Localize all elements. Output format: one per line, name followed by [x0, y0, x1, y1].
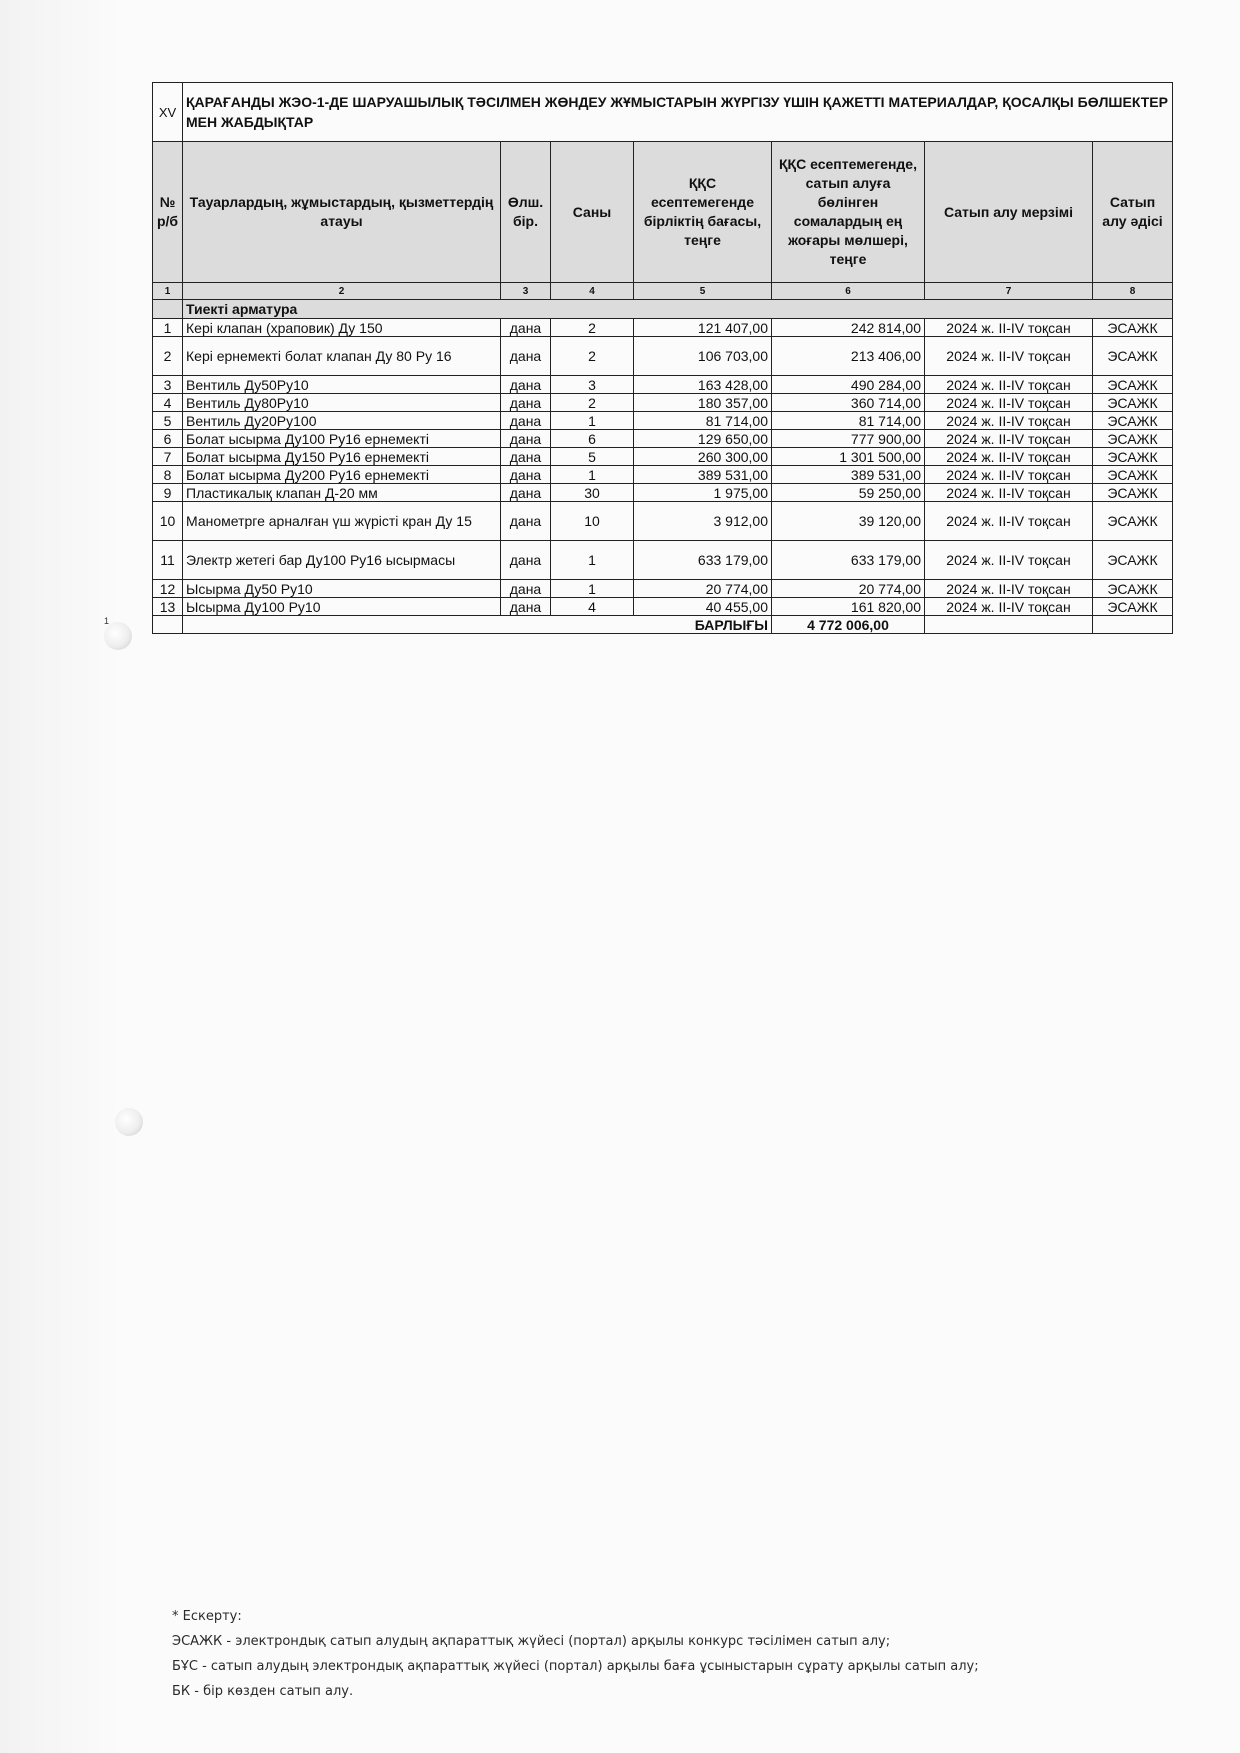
- item-name: Кері клапан (храповик) Ду 150: [183, 319, 501, 337]
- row-number: 11: [153, 541, 183, 580]
- header-amount: ҚҚС есептемегенде, сатып алуға бөлінген сомалардың ең жоғары мөлшері, теңге: [772, 142, 925, 283]
- item-unit: дана: [501, 394, 551, 412]
- item-name: Манометрге арналған үш жүрісті кран Ду 15: [183, 502, 501, 541]
- row-number: 2: [153, 337, 183, 376]
- table-row: [153, 541, 1173, 580]
- item-unit-price: 40 455,00: [634, 598, 772, 616]
- table-row: [153, 430, 1173, 448]
- punch-hole-label: 1: [104, 616, 110, 626]
- item-unit: дана: [501, 448, 551, 466]
- item-method: ЭСАЖК: [1093, 541, 1173, 580]
- item-period: 2024 ж. II-IV тоқсан: [925, 394, 1093, 412]
- table-row: [153, 466, 1173, 484]
- item-period: 2024 ж. II-IV тоқсан: [925, 376, 1093, 394]
- item-period: 2024 ж. II-IV тоқсан: [925, 319, 1093, 337]
- section-number: XV: [153, 83, 183, 142]
- item-amount: 633 179,00: [772, 541, 925, 580]
- item-amount: 20 774,00: [772, 580, 925, 598]
- item-unit-price: 1 975,00: [634, 484, 772, 502]
- column-number: 7: [925, 283, 1093, 300]
- item-unit: дана: [501, 376, 551, 394]
- item-qty: 5: [551, 448, 634, 466]
- total-empty-period: [925, 616, 1093, 634]
- table-row: [153, 484, 1173, 502]
- item-period: 2024 ж. II-IV тоқсан: [925, 430, 1093, 448]
- item-name: Болат ысырма Ду150 Ру16 ернемекті: [183, 448, 501, 466]
- table-row: [153, 337, 1173, 376]
- footnote-line: БҰС - сатып алудың электрондық ақпараттық жүйесі (портал) арқылы баға ұсыныстарын сұрату арқылы сатып алу;: [172, 1659, 979, 1674]
- group-title: Тиекті арматура: [183, 300, 1173, 319]
- item-period: 2024 ж. II-IV тоқсан: [925, 541, 1093, 580]
- item-name: Ысырма Ду50 Ру10: [183, 580, 501, 598]
- item-period: 2024 ж. II-IV тоқсан: [925, 502, 1093, 541]
- row-number: 10: [153, 502, 183, 541]
- group-row: [153, 300, 1173, 319]
- header-no: № р/б: [153, 142, 183, 283]
- section-header-row: [153, 83, 1173, 142]
- total-row: [153, 616, 1173, 634]
- row-number: 4: [153, 394, 183, 412]
- group-spacer: [153, 300, 183, 319]
- column-number: 8: [1093, 283, 1173, 300]
- item-unit-price: 633 179,00: [634, 541, 772, 580]
- item-unit: дана: [501, 337, 551, 376]
- item-qty: 3: [551, 376, 634, 394]
- item-amount: 161 820,00: [772, 598, 925, 616]
- item-qty: 1: [551, 580, 634, 598]
- column-number: 5: [634, 283, 772, 300]
- header-name: Тауарлардың, жұмыстардың, қызметтердің атауы: [183, 142, 501, 283]
- section-title: ҚАРАҒАНДЫ ЖЭО-1-ДЕ ШАРУАШЫЛЫҚ ТӘСІЛМЕН ЖӨНДЕУ ЖҰМЫСТАРЫН ЖҮРГІЗУ ҮШІН ҚАЖЕТТІ МАТЕРИАЛДАР, ҚОСАЛҚЫ БӨЛШЕКТЕР МЕН ЖАБДЫҚТАР: [183, 83, 1173, 142]
- item-period: 2024 ж. II-IV тоқсан: [925, 484, 1093, 502]
- item-unit-price: 389 531,00: [634, 466, 772, 484]
- item-unit: дана: [501, 412, 551, 430]
- item-unit-price: 81 714,00: [634, 412, 772, 430]
- header-qty: Саны: [551, 142, 634, 283]
- item-name: Кері ернемекті болат клапан Ду 80 Ру 16: [183, 337, 501, 376]
- item-method: ЭСАЖК: [1093, 448, 1173, 466]
- punch-hole-upper: [104, 622, 132, 650]
- item-name: Болат ысырма Ду100 Ру16 ернемекті: [183, 430, 501, 448]
- column-number: 2: [183, 283, 501, 300]
- footnote-title: * Ескерту:: [172, 1609, 242, 1624]
- row-number: 3: [153, 376, 183, 394]
- item-period: 2024 ж. II-IV тоқсан: [925, 580, 1093, 598]
- item-amount: 389 531,00: [772, 466, 925, 484]
- item-unit-price: 106 703,00: [634, 337, 772, 376]
- item-period: 2024 ж. II-IV тоқсан: [925, 448, 1093, 466]
- item-amount: 242 814,00: [772, 319, 925, 337]
- item-unit: дана: [501, 319, 551, 337]
- item-method: ЭСАЖК: [1093, 394, 1173, 412]
- item-unit: дана: [501, 484, 551, 502]
- item-amount: 1 301 500,00: [772, 448, 925, 466]
- item-qty: 1: [551, 466, 634, 484]
- header-price: ҚҚС есептемегенде бірліктің бағасы, теңге: [634, 142, 772, 283]
- row-number: 1: [153, 319, 183, 337]
- item-unit-price: 20 774,00: [634, 580, 772, 598]
- item-amount: 213 406,00: [772, 337, 925, 376]
- page-margin-shade: [0, 0, 120, 1753]
- item-qty: 2: [551, 394, 634, 412]
- item-name: Вентиль Ду80Ру10: [183, 394, 501, 412]
- header-method: Сатып алу әдісі: [1093, 142, 1173, 283]
- table-row: [153, 394, 1173, 412]
- item-unit: дана: [501, 598, 551, 616]
- table-row: [153, 319, 1173, 337]
- column-number: 3: [501, 283, 551, 300]
- footnotes: [172, 1604, 1072, 1704]
- column-number: 4: [551, 283, 634, 300]
- total-empty-no: [153, 616, 183, 634]
- item-qty: 30: [551, 484, 634, 502]
- item-unit-price: 3 912,00: [634, 502, 772, 541]
- item-qty: 2: [551, 319, 634, 337]
- item-unit: дана: [501, 466, 551, 484]
- item-unit: дана: [501, 502, 551, 541]
- item-amount: 81 714,00: [772, 412, 925, 430]
- item-method: ЭСАЖК: [1093, 337, 1173, 376]
- item-amount: 39 120,00: [772, 502, 925, 541]
- item-method: ЭСАЖК: [1093, 580, 1173, 598]
- column-header-row: [153, 142, 1173, 283]
- column-number-row: [153, 283, 1173, 300]
- item-period: 2024 ж. II-IV тоқсан: [925, 337, 1093, 376]
- item-period: 2024 ж. II-IV тоқсан: [925, 598, 1093, 616]
- table-row: [153, 448, 1173, 466]
- table-row: [153, 412, 1173, 430]
- item-amount: 360 714,00: [772, 394, 925, 412]
- item-amount: 59 250,00: [772, 484, 925, 502]
- item-qty: 2: [551, 337, 634, 376]
- item-amount: 490 284,00: [772, 376, 925, 394]
- item-amount: 777 900,00: [772, 430, 925, 448]
- total-amount: 4 772 006,00: [772, 616, 925, 634]
- item-unit: дана: [501, 580, 551, 598]
- item-name: Пластикалық клапан Д-20 мм: [183, 484, 501, 502]
- item-qty: 4: [551, 598, 634, 616]
- table-row: [153, 376, 1173, 394]
- item-method: ЭСАЖК: [1093, 598, 1173, 616]
- row-number: 5: [153, 412, 183, 430]
- item-period: 2024 ж. II-IV тоқсан: [925, 412, 1093, 430]
- item-name: Ысырма Ду100 Ру10: [183, 598, 501, 616]
- item-unit-price: 180 357,00: [634, 394, 772, 412]
- item-method: ЭСАЖК: [1093, 376, 1173, 394]
- table-row: [153, 502, 1173, 541]
- item-unit-price: 163 428,00: [634, 376, 772, 394]
- item-qty: 10: [551, 502, 634, 541]
- row-number: 12: [153, 580, 183, 598]
- total-empty-method: [1093, 616, 1173, 634]
- item-method: ЭСАЖК: [1093, 319, 1173, 337]
- row-number: 8: [153, 466, 183, 484]
- table-row: [153, 580, 1173, 598]
- item-unit-price: 121 407,00: [634, 319, 772, 337]
- item-qty: 1: [551, 541, 634, 580]
- item-method: ЭСАЖК: [1093, 430, 1173, 448]
- row-number: 6: [153, 430, 183, 448]
- item-method: ЭСАЖК: [1093, 466, 1173, 484]
- total-label: БАРЛЫҒЫ: [183, 616, 772, 634]
- table-row: [153, 598, 1173, 616]
- item-unit: дана: [501, 541, 551, 580]
- item-name: Болат ысырма Ду200 Ру16 ернемекті: [183, 466, 501, 484]
- item-period: 2024 ж. II-IV тоқсан: [925, 466, 1093, 484]
- header-unit: Өлш. бір.: [501, 142, 551, 283]
- item-unit-price: 129 650,00: [634, 430, 772, 448]
- punch-hole-lower: [115, 1108, 143, 1136]
- item-name: Электр жетегі бар Ду100 Ру16 ысырмасы: [183, 541, 501, 580]
- item-unit: дана: [501, 430, 551, 448]
- row-number: 13: [153, 598, 183, 616]
- item-unit-price: 260 300,00: [634, 448, 772, 466]
- column-number: 1: [153, 283, 183, 300]
- item-method: ЭСАЖК: [1093, 412, 1173, 430]
- item-name: Вентиль Ду50Ру10: [183, 376, 501, 394]
- footnote-line: ЭСАЖК - электрондық сатып алудың ақпараттық жүйесі (портал) арқылы конкурс тәсілімен сатып алу;: [172, 1634, 891, 1649]
- item-qty: 6: [551, 430, 634, 448]
- materials-table: [152, 82, 1173, 634]
- item-name: Вентиль Ду20Ру100: [183, 412, 501, 430]
- header-period: Сатып алу мерзімі: [925, 142, 1093, 283]
- column-number: 6: [772, 283, 925, 300]
- row-number: 9: [153, 484, 183, 502]
- item-qty: 1: [551, 412, 634, 430]
- item-method: ЭСАЖК: [1093, 502, 1173, 541]
- footnote-line: БК - бір көзден сатып алу.: [172, 1684, 354, 1699]
- item-method: ЭСАЖК: [1093, 484, 1173, 502]
- row-number: 7: [153, 448, 183, 466]
